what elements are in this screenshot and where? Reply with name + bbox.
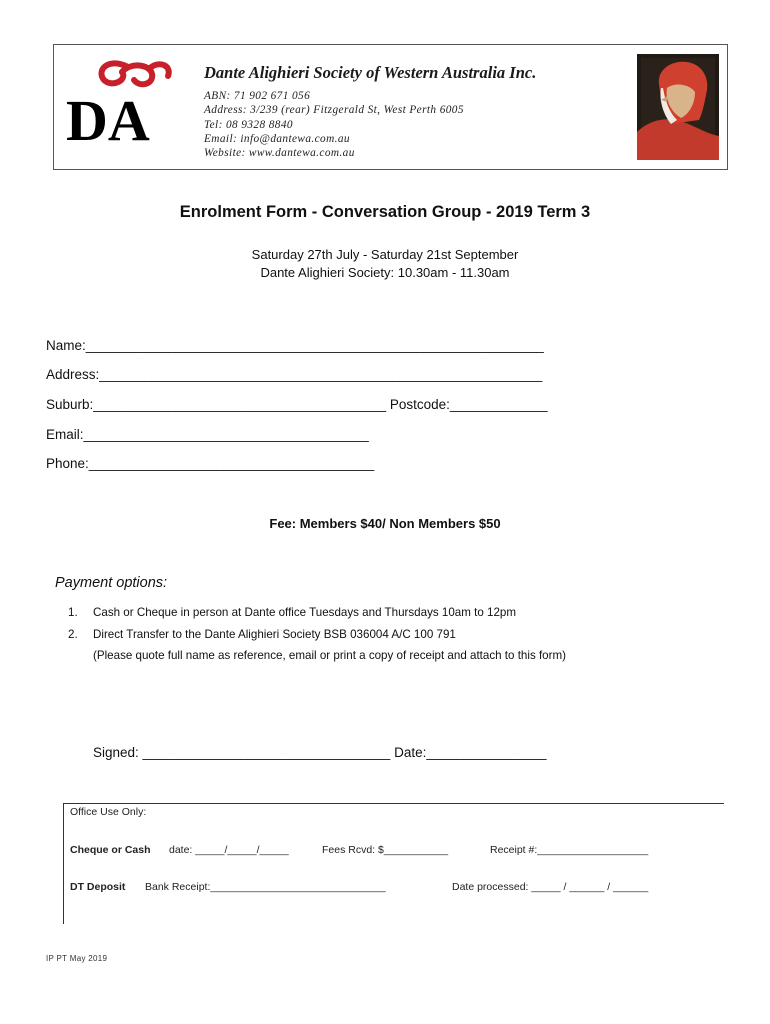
payment-item-cash: Cash or Cheque in person at Dante office Tuesdays and Thursdays 10am to 12pm [93,606,516,619]
payment-item-number: 1. [68,606,78,619]
suburb-input[interactable]: Suburb:_______________________________________ [46,397,387,412]
org-email: Email: info@dantewa.com.au [204,132,350,145]
cheque-cash-label: Cheque or Cash [70,844,151,856]
signature-row [93,745,546,760]
payment-item-number: 2. [68,628,78,641]
name-field[interactable]: Name:_____________________________________________________________ [46,338,544,353]
date-range: Saturday 27th July - Saturday 21st September [251,247,519,262]
date-processed-field[interactable]: Date processed: _____ / ______ / ______ [452,881,649,893]
schedule [0,246,770,282]
org-details [204,63,536,160]
cheque-date-field[interactable]: date: _____/_____/_____ [169,844,289,856]
receipt-number-field[interactable]: Receipt #:___________________ [490,844,649,856]
dante-society-logo [64,56,182,146]
office-use-box [63,803,724,924]
date-field[interactable]: Date:________________ [394,745,547,760]
org-abn: ABN: 71 902 671 056 [204,90,311,102]
org-address: Address: 3/239 (rear) Fitzgerald St, West Perth 6005 [204,104,464,117]
suburb-field [46,397,548,412]
phone-field[interactable]: Phone:______________________________________ [46,456,375,471]
logo-letters: DA [66,88,150,146]
org-phone: Tel: 08 9328 8840 [204,118,293,131]
office-title: Office Use Only: [70,806,147,818]
payment-note: (Please quote full name as reference, email or print a copy of receipt and attach to this form) [93,649,567,662]
email-field[interactable]: Email:______________________________________ [46,427,369,442]
form-title: Enrolment Form - Conversation Group - 2019 Term 3 [179,203,591,221]
dante-portrait-image [637,54,719,160]
fee-line: Fee: Members $40/ Non Members $50 [269,516,501,531]
venue-time: Dante Alighieri Society: 10.30am - 11.30am [260,265,510,280]
footer-code: IP PT May 2019 [46,954,108,963]
fees-received-field[interactable]: Fees Rcvd: $___________ [322,844,449,856]
signed-field[interactable]: Signed: _________________________________ [93,745,391,760]
payment-item-transfer: Direct Transfer to the Dante Alighieri Society BSB 036004 A/C 100 791 [93,628,456,641]
postcode-input[interactable]: Postcode:_____________ [389,397,548,412]
payment-title: Payment options: [55,575,168,591]
address-field[interactable]: Address:___________________________________________________________ [46,367,543,382]
dt-deposit-label: DT Deposit [70,881,126,893]
org-name: Dante Alighieri Society of Western Australia Inc. [204,63,537,82]
org-website: Website: www.dantewa.com.au [204,147,355,160]
bank-receipt-field[interactable]: Bank Receipt:______________________________ [145,881,386,893]
